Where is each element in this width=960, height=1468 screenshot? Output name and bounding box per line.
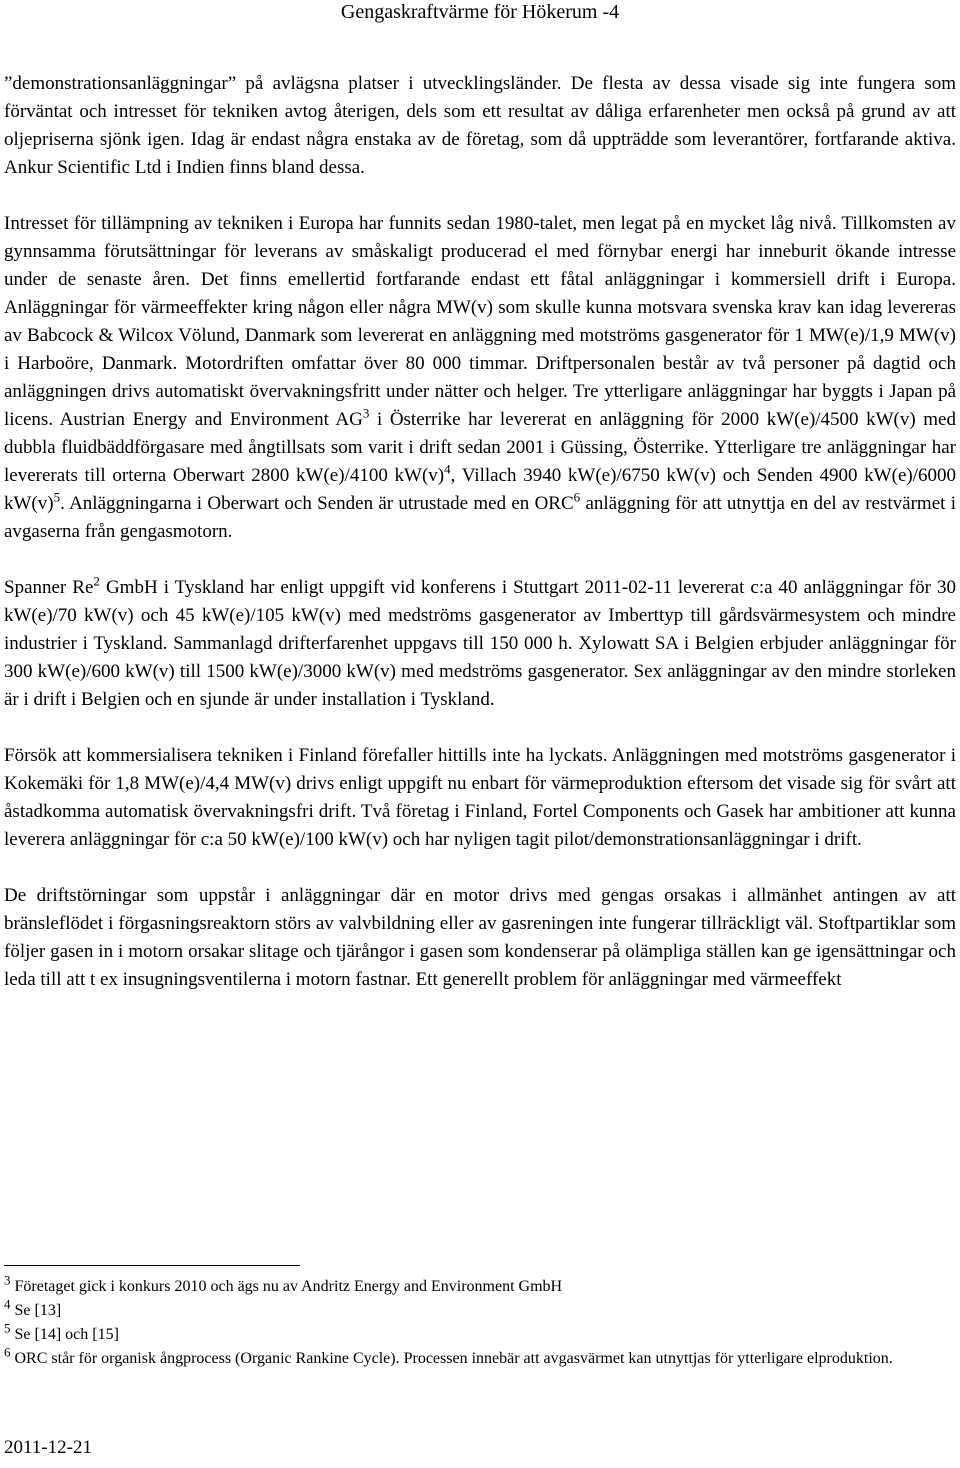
paragraph-text: anläggning för att utnyttja en del av restvärmet i avgaserna från gengasmotorn. (4, 493, 956, 542)
footnote-ref: 3 (362, 405, 370, 421)
page-header: Gengaskraftvärme för Hökerum -4 (340, 1, 620, 23)
footnote-ref: 5 (53, 489, 61, 505)
paragraph-text: . Anläggningarna i Oberwart och Senden är utrustade med en ORC (60, 493, 574, 514)
paragraph-text: Försök att kommersialisera tekniken i Finland förefaller hittills inte ha lyckats. Anläggningen med motströms gasgenerator i Kokemäki för 1,8 MW(e)/4,4 MW(v) drivs enligt uppgift nu enbart för värmeproduktion eftersom det visade sig för svårt att åstadkomma automatisk övervakningsfri drift. Två företag i Finland, Fortel Components och Gasek har ambitioner att kunna leverera anläggningar för c:a 50 kW(e)/100 kW(v) och har nyligen tagit pilot/demonstrationsanläggningar i drift. (4, 745, 956, 850)
footnote-number: 6 (4, 1344, 11, 1360)
footnote-ref: 6 (573, 489, 581, 505)
footnote (4, 1344, 949, 1369)
superscript: 2 (93, 573, 100, 589)
paragraph-4 (4, 742, 956, 854)
paragraph-5 (4, 882, 956, 994)
paragraph-text: De driftstörningar som uppstår i anläggningar där en motor drivs med gengas orsakas i allmänhet antingen av att bränsleflödet i förgasningsreaktorn störs av valvbildning eller av gasreningen inte fungerar tillräckligt väl. Stoftpartiklar som följer gasen in i motorn orsakar slitage och tjärångor i gasen som kondenserar på olämpliga ställen kan ge igensättningar och leda till att t ex insugningsventilerna i motorn fastnar. Ett generellt problem för anläggningar med värmeeffekt (4, 885, 956, 990)
paragraph-text: , Villach 3940 kW(e)/6750 kW(v) och Senden 4900 kW(e)/6000 kW(v) (4, 465, 956, 514)
body-text (4, 70, 956, 1022)
footnotes (4, 1272, 949, 1372)
footnote (4, 1320, 949, 1345)
paragraph-text: ”demonstrationsanläggningar” på avlägsna platser i utvecklingsländer. De flesta av dessa visade sig inte fungera som förväntat och intresset för tekniken avtog återigen, dels som ett resultat av dåliga erfarenheter men också på grund av att oljepriserna sjönk igen. Idag är endast några enstaka av de företag, som då uppträdde som leverantörer, fortfarande aktiva. Ankur Scientific Ltd i Indien finns bland dessa. (4, 73, 956, 178)
footnote-number: 3 (4, 1272, 11, 1288)
footnote-text: ORC står för organisk ångprocess (Organic Rankine Cycle). Processen innebär att avgasvärmet kan utnyttjas för ytterligare elproduktion. (10, 1350, 893, 1367)
page-footer-date: 2011-12-21 (4, 1437, 92, 1458)
footnote-text: Se [14] och [15] (10, 1326, 119, 1343)
paragraph-3 (4, 574, 956, 714)
paragraph-text: Spanner Re (4, 577, 94, 598)
footnote (4, 1272, 949, 1297)
footnote-number: 5 (4, 1320, 11, 1336)
paragraph-text: GmbH i Tyskland har enligt uppgift vid konferens i Stuttgart 2011-02-11 levererat c:a 40 anläggningar för 30 kW(e)/70 kW(v) och 45 kW(e)/105 kW(v) med medströms gasgenerator av Imberttyp till gårdsvärmesystem och mindre industrier i Tyskland. Sammanlagd drifterfarenhet uppgavs till 150 000 h. Xylowatt SA i Belgien erbjuder anläggningar för 300 kW(e)/600 kW(v) till 1500 kW(e)/3000 kW(v) med medströms gasgenerator. Sex anläggningar av den mindre storleken är i drift i Belgien och en sjunde är under installation i Tyskland. (4, 577, 956, 710)
paragraph-1 (4, 70, 956, 182)
paragraph-text: Intresset för tillämpning av tekniken i Europa har funnits sedan 1980-talet, men legat på en mycket låg nivå. Tillkomsten av gynnsamma förutsättningar för leverans av småskaligt producerad el med förnybar energi har inneburit ökande intresse under de senaste åren. Det finns emellertid fortfarande endast ett fåtal anläggningar i kommersiell drift i Europa. Anläggningar för värmeeffekter kring någon eller några MW(v) som skulle kunna motsvara svenska krav kan idag levereras av Babcock & Wilcox Völund, Danmark som levererat en anläggning med motströms gasgenerator för 1 MW(e)/1,9 MW(v) i Harboöre, Danmark. Motordriften omfattar över 80 000 timmar. Driftpersonalen består av två personer på dagtid och anläggningen drivs automatiskt övervakningsfritt under nätter och helger. Tre ytterligare anläggningar har byggts i Japan på licens. Austrian Energy and Environment AG (4, 213, 956, 430)
footnote-number: 4 (4, 1296, 11, 1312)
footnote-text: Företaget gick i konkurs 2010 och ägs nu av Andritz Energy and Environment GmbH (10, 1278, 563, 1295)
paragraph-text: i Österrike har levererat en anläggning för 2000 kW(e)/4500 kW(v) med dubbla fluidbäddförgasare med ångtillsats som varit i drift sedan 2001 i Güssing, Österrike. Ytterligare tre anläggningar har levererats till orterna Oberwart 2800 kW(e)/4100 kW(v) (4, 409, 956, 486)
footnote-ref: 4 (444, 461, 451, 477)
paragraph-2 (4, 210, 956, 546)
footnote (4, 1296, 949, 1321)
footnote-divider (4, 1265, 300, 1266)
footnote-text: Se [13] (10, 1302, 62, 1319)
